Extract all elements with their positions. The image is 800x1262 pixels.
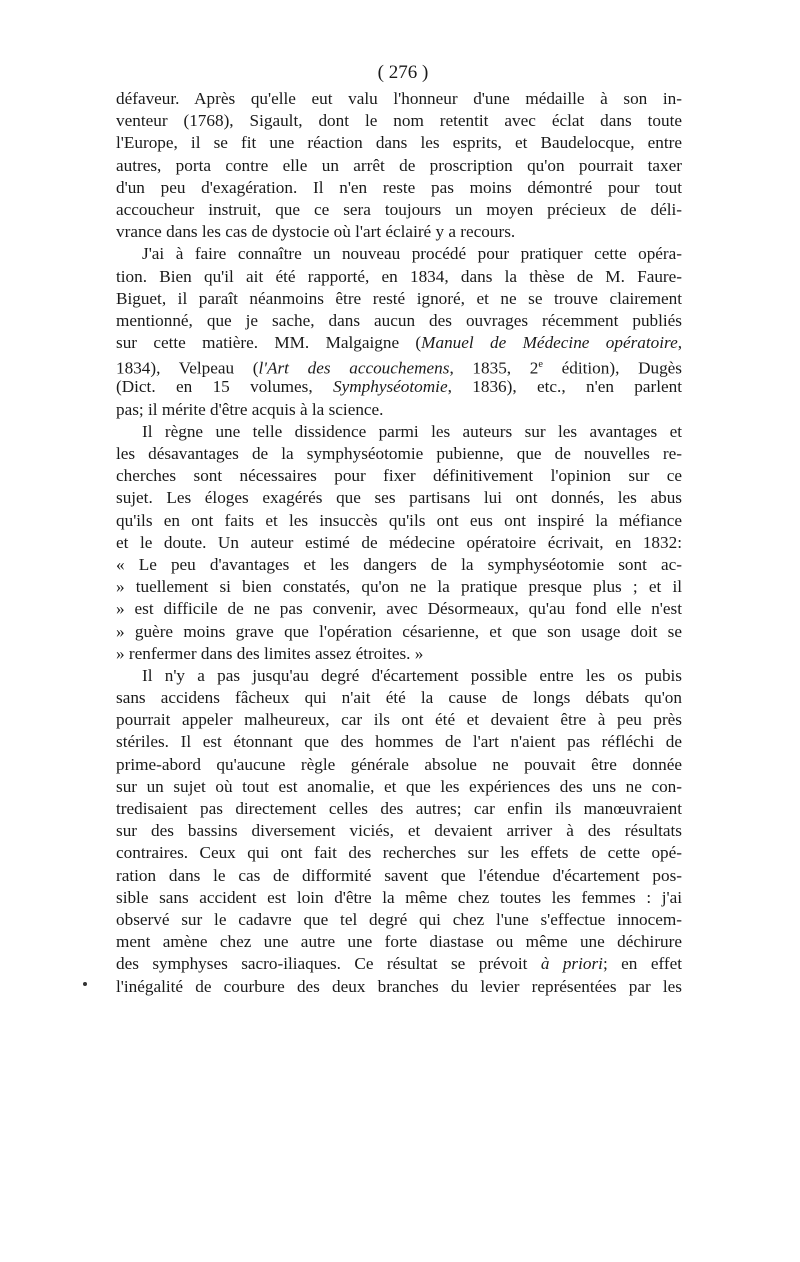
- text-line: l'inégalité de courbure des deux branches du levier représentées par les: [116, 976, 682, 996]
- text-line: sur un sujet où tout est anomalie, et que les expériences des uns ne con-: [116, 776, 682, 796]
- page-number: ( 276 ): [377, 62, 429, 83]
- text-line: pourrait appeler malheureux, car ils ont été et devaient être à peu près: [116, 710, 682, 730]
- text-line: Il règne une telle dissidence parmi les auteurs sur les avantages et: [142, 421, 682, 441]
- text-line: » guère moins grave que l'opération césarienne, et que son usage doit se: [116, 621, 682, 641]
- text-line: Il n'y a pas jusqu'au degré d'écartement possible entre les os pubis: [142, 665, 682, 685]
- text-line: « Le peu d'avantages et les dangers de la symphyséotomie sont ac-: [116, 554, 682, 574]
- margin-mark: [83, 982, 87, 986]
- text-line: sans accidens fâcheux qui n'ait été la cause de longs débats qu'on: [116, 688, 682, 708]
- body-text: [116, 88, 682, 998]
- text-line: vrance dans les cas de dystocie où l'art éclairé y a recours.: [116, 222, 516, 242]
- text-line: tion. Bien qu'il ait été rapporté, en 1834, dans la thèse de M. Faure-: [116, 266, 682, 286]
- text-line: observé sur le cadavre que tel degré qui chez l'une s'effectue innocem-: [116, 909, 682, 929]
- text-line: ration dans le cas de difformité savent que l'étendue d'écartement pos-: [116, 865, 682, 885]
- text-line: d'un peu d'exagération. Il n'en reste pas moins démontré pour tout: [116, 177, 682, 197]
- text-line: ment amène chez une autre une forte diastase ou même une déchirure: [116, 932, 682, 952]
- text-line: stériles. Il est étonnant que des hommes de l'art n'aient pas réfléchi de: [116, 732, 682, 752]
- text-line: des symphyses sacro-iliaques. Ce résultat se prévoit à priori; en effet: [116, 954, 683, 974]
- text-line: venteur (1768), Sigault, dont le nom retentit avec éclat dans toute: [116, 111, 682, 131]
- text-line: » est difficile de ne pas convenir, avec Désormeaux, qu'au fond elle n'est: [116, 599, 682, 619]
- text-line: tredisaient pas directement celles des autres; car enfin ils manœuvraient: [116, 799, 682, 818]
- text-line: sur cette matière. MM. Malgaigne (Manuel de Médecine opératoire,: [116, 333, 682, 353]
- text-line: Biguet, il paraît néanmoins être resté ignoré, et ne se trouve clairement: [116, 288, 682, 308]
- text-line: » tuellement si bien constatés, qu'on ne la pratique presque plus ; et il: [116, 577, 682, 597]
- text-line: autres, porta contre elle un arrêt de proscription qu'on pourrait taxer: [116, 155, 682, 175]
- text-line: pas; il mérite d'être acquis à la science.: [116, 399, 384, 419]
- text-line: qu'ils en ont faits et les insuccès qu'ils ont eus ont inspiré la méfiance: [116, 510, 682, 530]
- text-line: sujet. Les éloges exagérés que ses partisans lui ont donnés, les abus: [116, 488, 682, 508]
- text-line: sur des bassins diversement viciés, et devaient arriver à des résultats: [116, 821, 682, 841]
- text-line: cherches sont nécessaires pour fixer définitivement l'opinion sur ce: [116, 466, 682, 486]
- text-line: l'Europe, il se fit une réaction dans les esprits, et Baudelocque, entre: [116, 133, 682, 153]
- text-line: les désavantages de la symphyséotomie pubienne, que de nouvelles re-: [116, 444, 682, 463]
- text-line: défaveur. Après qu'elle eut valu l'honneur d'une médaille à son in-: [116, 89, 682, 108]
- text-line: 1834), Velpeau (l'Art des accouchemens, 1835, 2e édition), Dugès: [116, 358, 682, 378]
- text-line: accoucheur instruit, que ce sera toujours un moyen précieux de déli-: [116, 199, 682, 219]
- book-page: [116, 58, 682, 998]
- text-line: J'ai à faire connaître un nouveau procédé pour pratiquer cette opéra-: [142, 244, 682, 264]
- text-line: contraires. Ceux qui ont fait des recherches sur les effets de cette opé-: [116, 843, 682, 863]
- text-line: et le doute. Un auteur estimé de médecine opératoire écrivait, en 1832:: [116, 532, 682, 552]
- text-line: prime-abord qu'aucune règle générale absolue ne pouvait être donnée: [116, 754, 682, 774]
- text-line: » renfermer dans des limites assez étroites. »: [116, 643, 424, 663]
- text-line: mentionné, que je sache, dans aucun des ouvrages récemment publiés: [116, 310, 682, 330]
- text-line: sible sans accident est loin d'être la même chez toutes les femmes : j'ai: [116, 887, 682, 907]
- text-line: (Dict. en 15 volumes, Symphyséotomie, 1836), etc., n'en parlent: [116, 377, 683, 397]
